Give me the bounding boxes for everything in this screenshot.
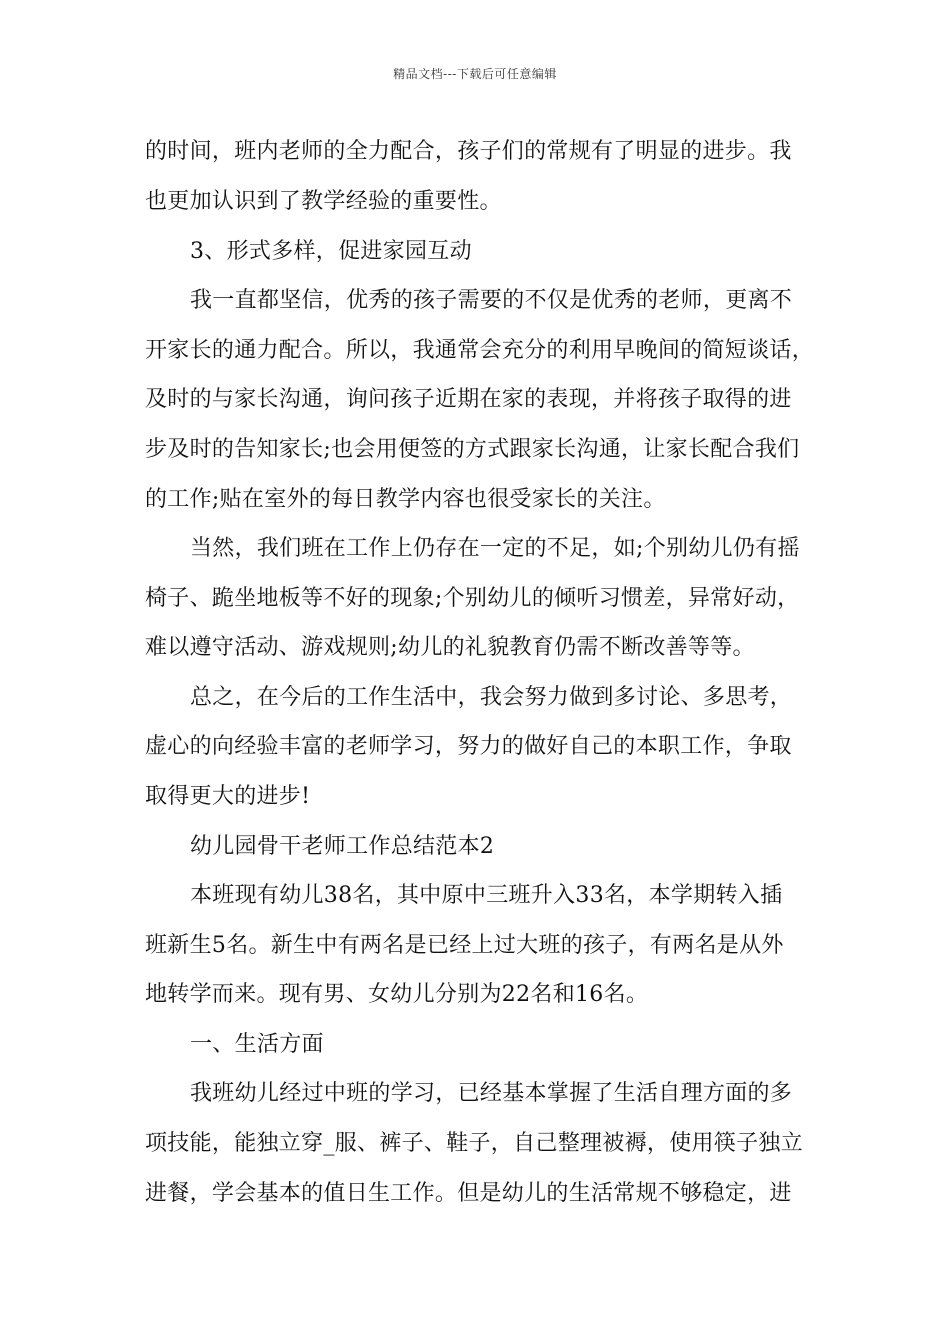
text-line: 我班幼儿经过中班的学习，已经基本掌握了生活自理方面的多: [190, 1081, 793, 1106]
text-line: 进餐，学会基本的值日生工作。但是幼儿的生活常规不够稳定，进: [145, 1181, 792, 1206]
text-line: 地转学而来。现有男、女幼儿分别为22名和16名。: [145, 982, 649, 1007]
section-heading: 3、形式多样，促进家园互动: [190, 239, 472, 264]
text-line: 及时的与家长沟通，询问孩子近期在家的表现，并将孩子取得的进: [145, 387, 792, 412]
text-line: 步及时的告知家长;也会用便签的方式跟家长沟通，让家长配合我们: [145, 437, 800, 462]
text-line: 我一直都坚信，优秀的孩子需要的不仅是优秀的老师，更离不: [190, 288, 793, 313]
text-line: 虚心的向经验丰富的老师学习，努力的做好自己的本职工作，争取: [145, 734, 792, 759]
document-subtitle: 幼儿园骨干老师工作总结范本2: [190, 834, 495, 859]
text-line: 总之，在今后的工作生活中，我会努力做到多讨论、多思考，: [190, 685, 793, 710]
text-line: 的工作;贴在室外的每日教学内容也很受家长的关注。: [145, 487, 666, 512]
text-line: 班新生5名。新生中有两名是已经上过大班的孩子，有两名是从外: [145, 933, 784, 958]
page-header: 精品文档---下载后可任意编辑: [393, 67, 557, 81]
text-line: 椅子、跪坐地板等不好的现象;个别幼儿的倾听习惯差，异常好动，: [145, 586, 800, 611]
text-line: 开家长的通力配合。所以，我通常会充分的利用早晚间的简短谈话，: [145, 338, 815, 363]
text-line: 也更加认识到了教学经验的重要性。: [145, 189, 502, 214]
text-line: 的时间，班内老师的全力配合，孩子们的常规有了明显的进步。我: [145, 139, 792, 164]
text-line: 项技能，能独立穿_服、裤子、鞋子，自己整理被褥，使用筷子独立: [145, 1131, 804, 1156]
section-heading: 一、生活方面: [190, 1032, 324, 1057]
text-line: 当然，我们班在工作上仍存在一定的不足，如;个别幼儿仍有摇: [190, 536, 800, 561]
text-line: 取得更大的进步!: [145, 784, 311, 809]
text-line: 本班现有幼儿38名，其中原中三班升入33名，本学期转入插: [190, 883, 783, 908]
text-line: 难以遵守活动、游戏规则;幼儿的礼貌教育仍需不断改善等等。: [145, 635, 755, 660]
